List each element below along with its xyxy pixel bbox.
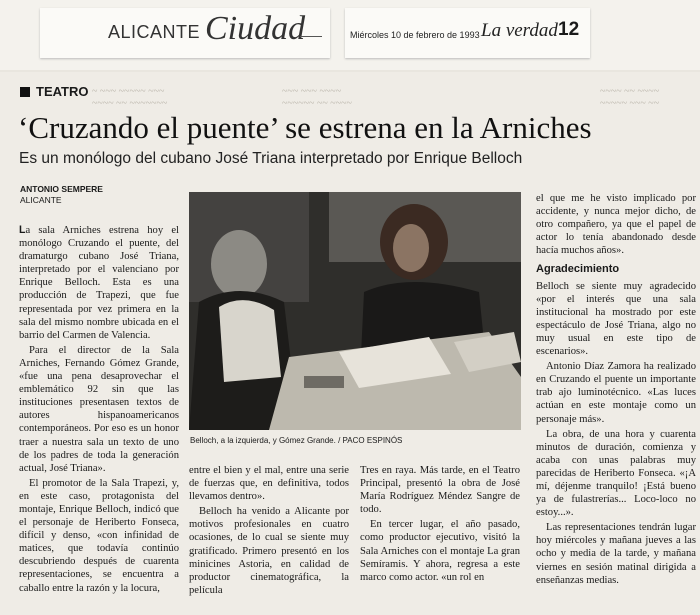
drop-cap: L (19, 224, 26, 236)
paragraph: Belloch ha venido a Alicante por motivos profesionales en cuatro ocasiones, de lo cual se siente muy gratificado. Primero presentó en los minicines Astoria, en calidad de productor cinematográfica, la película (189, 506, 349, 596)
bleed-through-texture: ~~~ ~~~ ~~~~ ~~~~~~ ~~ ~~~~ (282, 86, 352, 109)
paragraph: En tercer lugar, el año pasado, como productor ejecutivo, visitó la Sala Arniches con el montaje La gran Semíramis. Y ahora, regresa a este marco como actor. «un rol en (360, 519, 520, 583)
photo-caption: Belloch, a la izquierda, y Gómez Grande. / PACO ESPINÓS (190, 436, 403, 445)
header-rule (300, 36, 322, 37)
section-square-icon (20, 87, 30, 97)
newspaper-name: La verdad (481, 20, 558, 41)
page-number: 12 (558, 19, 580, 40)
paragraph: entre el bien y el mal, entre una serie de fuerzas que, en definitiva, todos llevamos dentro». (189, 465, 349, 503)
bleed-through-texture: ~~~~ ~~ ~~~~ ~~~~~ ~~~ ~~ (600, 86, 660, 109)
paragraph: Para el director de la Sala Arniches, Fernando Gómez Grande, «fue una pena desaprovechar el emblemático 92 sin que las instituciones presentasen textos de autores hispanoamericanos contemporáneos. Por eso es un honor traer a nuestra sala un texto de uno de los padres de toda la generación actual, José Triana». (19, 344, 179, 474)
section-label-text: TEATRO (36, 84, 89, 99)
article-column-3 (360, 464, 520, 586)
section-name: ALICANTE (108, 22, 201, 42)
clipping-header (0, 0, 700, 70)
paragraph: Las representaciones tendrán lugar hoy miércoles y mañana jueves a las ocho y media de la tarde, y mañana viernes en sesión matinal dirigida a enseñanzas medias. (536, 522, 696, 586)
author-byline: ANTONIO SEMPERE (20, 184, 103, 194)
section-header (40, 8, 330, 58)
paragraph: Antonio Díaz Zamora ha realizado en Cruzando el puente un importante trab ajo luminotécnico. «Las luces actúan en este montaje como un personaje más». (536, 361, 696, 425)
bleed-through-texture: ~ ~~~ ~~~~~ ~~~ ~~~~ ~~ ~~~~~~~ (92, 86, 168, 109)
paragraph: el que me he visto implicado por accidente, y nunca mejor dicho, de otro compañero, ya que el papel de actor lo tenía abandonado desde hacía muchos años». (536, 193, 696, 257)
article-column-4 (536, 192, 696, 589)
subtitle: Agradecimiento (536, 263, 620, 276)
article-photo (189, 192, 521, 430)
article-column-2 (189, 464, 349, 599)
paragraph (19, 224, 179, 342)
section-label (20, 84, 88, 99)
subheadline: Es un monólogo del cubano José Triana interpretado por Enrique Belloch (19, 150, 523, 167)
newspaper-header (345, 8, 590, 58)
dateline-city: ALICANTE (20, 195, 62, 205)
article-column-1 (19, 224, 179, 597)
photo-image (189, 192, 521, 430)
paragraph-text: a sala Arniches estrena hoy el monólogo Cruzando el puente, del dramaturgo cubano José Triana, interpretado por el valenciano por Enrique Belloch. Esta es una producción de Trapezi, que fue representada por vez primera en la sala del mismo nombre ubicada en el barrio del Carmen de Valencia. (19, 225, 179, 341)
paragraph: Tres en raya. Más tarde, en el Teatro Principal, presentó la obra de José María Rodríguez Méndez Sangre de todo. (360, 465, 520, 516)
paragraph: El promotor de la Sala Trapezi, y, en este caso, protagonista del montaje, Enrique Belloch, indicó que el personaje de Heriberto Fonseca, difícil y denso, «con infinidad de matices, que todavía continúo descubriendo después de cuarenta representaciones, se encuentra a caballo entre la razón y la locura, (19, 477, 179, 594)
headline: ‘Cruzando el puente’ se estrena en la Arniches (18, 110, 592, 145)
issue-date: Miércoles 10 de febrero de 1993 (350, 30, 480, 40)
paragraph: Belloch se siente muy agradecido «por el interés que una sala institucional ha mostrado por este espectáculo de José Triana, algo no muy usual en este tipo de escenarios». (536, 280, 696, 358)
section-title: Ciudad (205, 10, 306, 47)
paragraph: La obra, de una hora y cuarenta minutos de duración, comienza y acaba con unas palabras muy parecidas de Heriberto Fonseca. «¡A mí, déjenme tranquilo! ¡Está bueno ya de fulastrerías... Loco-loco no estoy...». (536, 428, 696, 519)
